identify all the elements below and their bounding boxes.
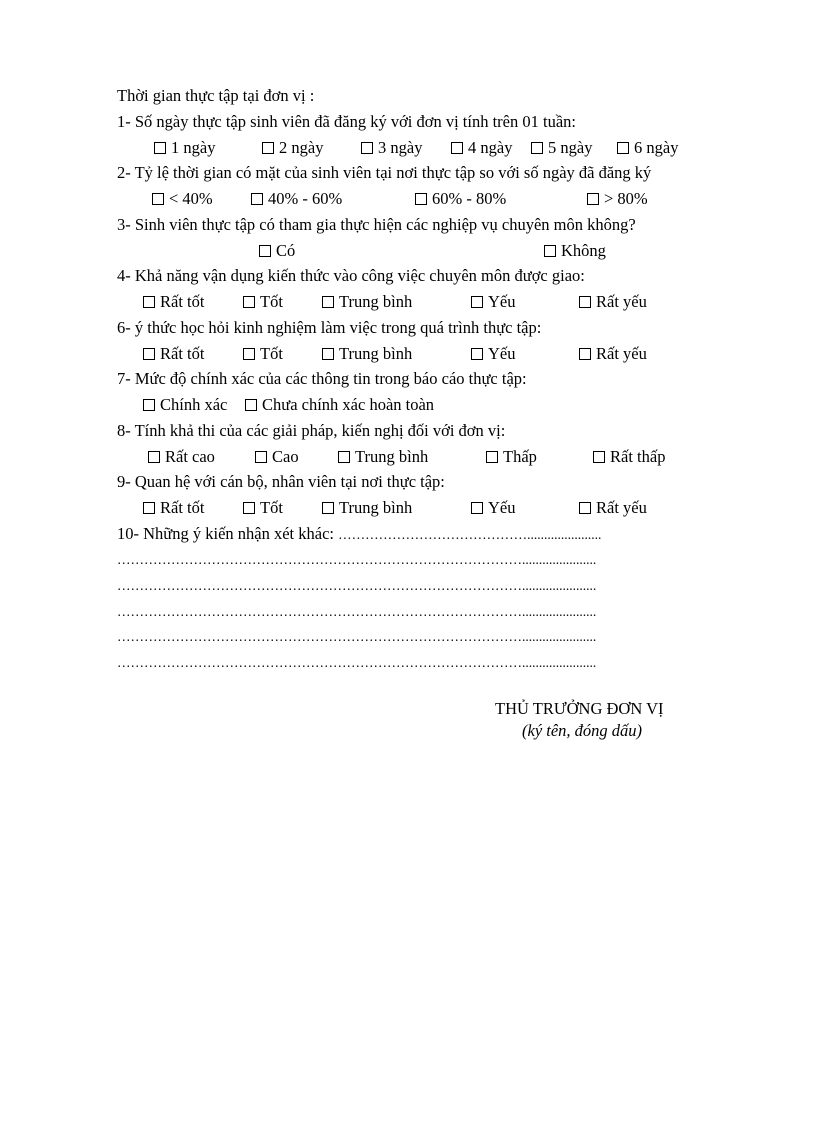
checkbox[interactable] <box>143 502 155 514</box>
option-q2-1[interactable] <box>152 189 213 209</box>
option-label: 40% - 60% <box>268 189 343 208</box>
checkbox[interactable] <box>143 296 155 308</box>
option-label: Rất yếu <box>596 292 647 311</box>
option-q4-5[interactable] <box>579 292 647 312</box>
option-label: Trung bình <box>339 292 413 311</box>
option-label: Có <box>276 241 296 260</box>
checkbox[interactable] <box>245 399 257 411</box>
option-q6-1[interactable] <box>143 344 204 364</box>
option-q9-2[interactable] <box>243 498 283 518</box>
option-q8-2[interactable] <box>255 447 299 467</box>
question-7-title: 7- Mức độ chính xác của các thông tin trong báo cáo thực tập: <box>117 369 527 388</box>
option-q8-3[interactable] <box>338 447 428 467</box>
question-10-title: 10- Những ý kiến nhận xét khác: <box>117 524 334 543</box>
option-q1-1[interactable] <box>154 138 215 158</box>
option-label: 5 ngày <box>548 138 593 157</box>
checkbox[interactable] <box>593 451 605 463</box>
checkbox[interactable] <box>148 451 160 463</box>
checkbox[interactable] <box>243 296 255 308</box>
checkbox[interactable] <box>617 142 629 154</box>
checkbox[interactable] <box>579 502 591 514</box>
checkbox[interactable] <box>579 348 591 360</box>
option-q9-4[interactable] <box>471 498 516 518</box>
option-label: Rất tốt <box>160 344 205 363</box>
option-q1-5[interactable] <box>531 138 592 158</box>
comment-dots-first[interactable]: ……………………………………...................... <box>338 527 602 542</box>
checkbox[interactable] <box>486 451 498 463</box>
checkbox[interactable] <box>322 348 334 360</box>
option-q3-1[interactable] <box>259 241 295 261</box>
checkbox[interactable] <box>251 193 263 205</box>
checkbox[interactable] <box>259 245 271 257</box>
option-label: Trung bình <box>355 447 429 466</box>
option-label: Chưa chính xác hoàn toàn <box>262 395 435 414</box>
checkbox[interactable] <box>322 296 334 308</box>
option-label: 60% - 80% <box>432 189 507 208</box>
question-9-title: 9- Quan hệ với cán bộ, nhân viên tại nơi thực tập: <box>117 472 445 491</box>
option-label: Rất yếu <box>596 498 647 517</box>
checkbox[interactable] <box>471 296 483 308</box>
checkbox[interactable] <box>451 142 463 154</box>
option-label: 6 ngày <box>634 138 679 157</box>
checkbox[interactable] <box>415 193 427 205</box>
option-q8-5[interactable] <box>593 447 665 467</box>
comment-line-3[interactable]: ………………………………………………………………………………...................... <box>117 604 597 619</box>
option-q2-3[interactable] <box>415 189 506 209</box>
option-label: Tốt <box>260 292 283 311</box>
option-label: 3 ngày <box>378 138 423 157</box>
option-q6-3[interactable] <box>322 344 412 364</box>
intro-text: Thời gian thực tập tại đơn vị : <box>117 86 315 105</box>
option-label: Yếu <box>488 344 516 363</box>
option-label: Rất thấp <box>610 447 666 466</box>
option-label: Rất tốt <box>160 498 205 517</box>
option-label: Rất tốt <box>160 292 205 311</box>
option-q7-1[interactable] <box>143 395 227 415</box>
option-q3-2[interactable] <box>544 241 606 261</box>
option-q9-3[interactable] <box>322 498 412 518</box>
option-label: Yếu <box>488 498 516 517</box>
checkbox[interactable] <box>154 142 166 154</box>
option-label: Trung bình <box>339 498 413 517</box>
checkbox[interactable] <box>544 245 556 257</box>
question-3-title: 3- Sinh viên thực tập có tham gia thực hiện các nghiệp vụ chuyên môn không? <box>117 215 636 234</box>
comment-line-4[interactable]: ………………………………………………………………………………...................... <box>117 629 597 644</box>
signature-title: THỦ TRƯỞNG ĐƠN VỊ <box>495 699 664 718</box>
option-q8-4[interactable] <box>486 447 537 467</box>
option-q4-3[interactable] <box>322 292 412 312</box>
question-6-title: 6- ý thức học hỏi kinh nghiệm làm việc trong quá trình thực tập: <box>117 318 542 337</box>
option-label: 1 ngày <box>171 138 216 157</box>
option-label: 4 ngày <box>468 138 513 157</box>
checkbox[interactable] <box>143 348 155 360</box>
option-label: Yếu <box>488 292 516 311</box>
option-q2-2[interactable] <box>251 189 342 209</box>
option-label: 2 ngày <box>279 138 324 157</box>
checkbox[interactable] <box>471 502 483 514</box>
option-q4-2[interactable] <box>243 292 283 312</box>
checkbox[interactable] <box>361 142 373 154</box>
question-4-title: 4- Khả năng vận dụng kiến thức vào công việc chuyên môn được giao: <box>117 266 585 285</box>
checkbox[interactable] <box>243 348 255 360</box>
checkbox[interactable] <box>587 193 599 205</box>
option-q9-1[interactable] <box>143 498 204 518</box>
option-q1-2[interactable] <box>262 138 323 158</box>
checkbox[interactable] <box>471 348 483 360</box>
option-q6-2[interactable] <box>243 344 283 364</box>
option-q6-5[interactable] <box>579 344 647 364</box>
question-1-title: 1- Số ngày thực tập sinh viên đã đăng ký với đơn vị tính trên 01 tuần: <box>117 112 576 131</box>
option-label: Trung bình <box>339 344 413 363</box>
option-q6-4[interactable] <box>471 344 516 364</box>
option-label: Thấp <box>503 447 537 466</box>
checkbox[interactable] <box>255 451 267 463</box>
option-label: Cao <box>272 447 299 466</box>
option-q1-4[interactable] <box>451 138 512 158</box>
option-q8-1[interactable] <box>148 447 215 467</box>
question-10-row <box>117 524 601 545</box>
option-label: Tốt <box>260 344 283 363</box>
option-label: Không <box>561 241 606 260</box>
checkbox[interactable] <box>338 451 350 463</box>
option-label: Rất cao <box>165 447 215 466</box>
option-q1-3[interactable] <box>361 138 422 158</box>
option-label: Rất yếu <box>596 344 647 363</box>
option-label: Tốt <box>260 498 283 517</box>
option-label: < 40% <box>169 189 213 208</box>
option-q4-1[interactable] <box>143 292 204 312</box>
option-label: Chính xác <box>160 395 228 414</box>
comment-line-2[interactable]: ………………………………………………………………………………...................... <box>117 578 597 593</box>
option-q7-2[interactable] <box>245 395 434 415</box>
comment-line-1[interactable]: ………………………………………………………………………………...................... <box>117 552 597 567</box>
question-8-title: 8- Tính khả thi của các giải pháp, kiến nghị đối với đơn vị: <box>117 421 506 440</box>
checkbox[interactable] <box>531 142 543 154</box>
checkbox[interactable] <box>322 502 334 514</box>
checkbox[interactable] <box>579 296 591 308</box>
option-q4-4[interactable] <box>471 292 516 312</box>
checkbox[interactable] <box>152 193 164 205</box>
question-2-title: 2- Tỷ lệ thời gian có mặt của sinh viên tại nơi thực tập so với số ngày đã đăng ký <box>117 163 652 182</box>
checkbox[interactable] <box>143 399 155 411</box>
signature-note: (ký tên, đóng dấu) <box>522 721 643 740</box>
checkbox[interactable] <box>262 142 274 154</box>
comment-line-5[interactable]: ………………………………………………………………………………...................... <box>117 655 597 670</box>
option-label: > 80% <box>604 189 648 208</box>
checkbox[interactable] <box>243 502 255 514</box>
option-q9-5[interactable] <box>579 498 647 518</box>
option-q2-4[interactable] <box>587 189 648 209</box>
option-q1-6[interactable] <box>617 138 678 158</box>
